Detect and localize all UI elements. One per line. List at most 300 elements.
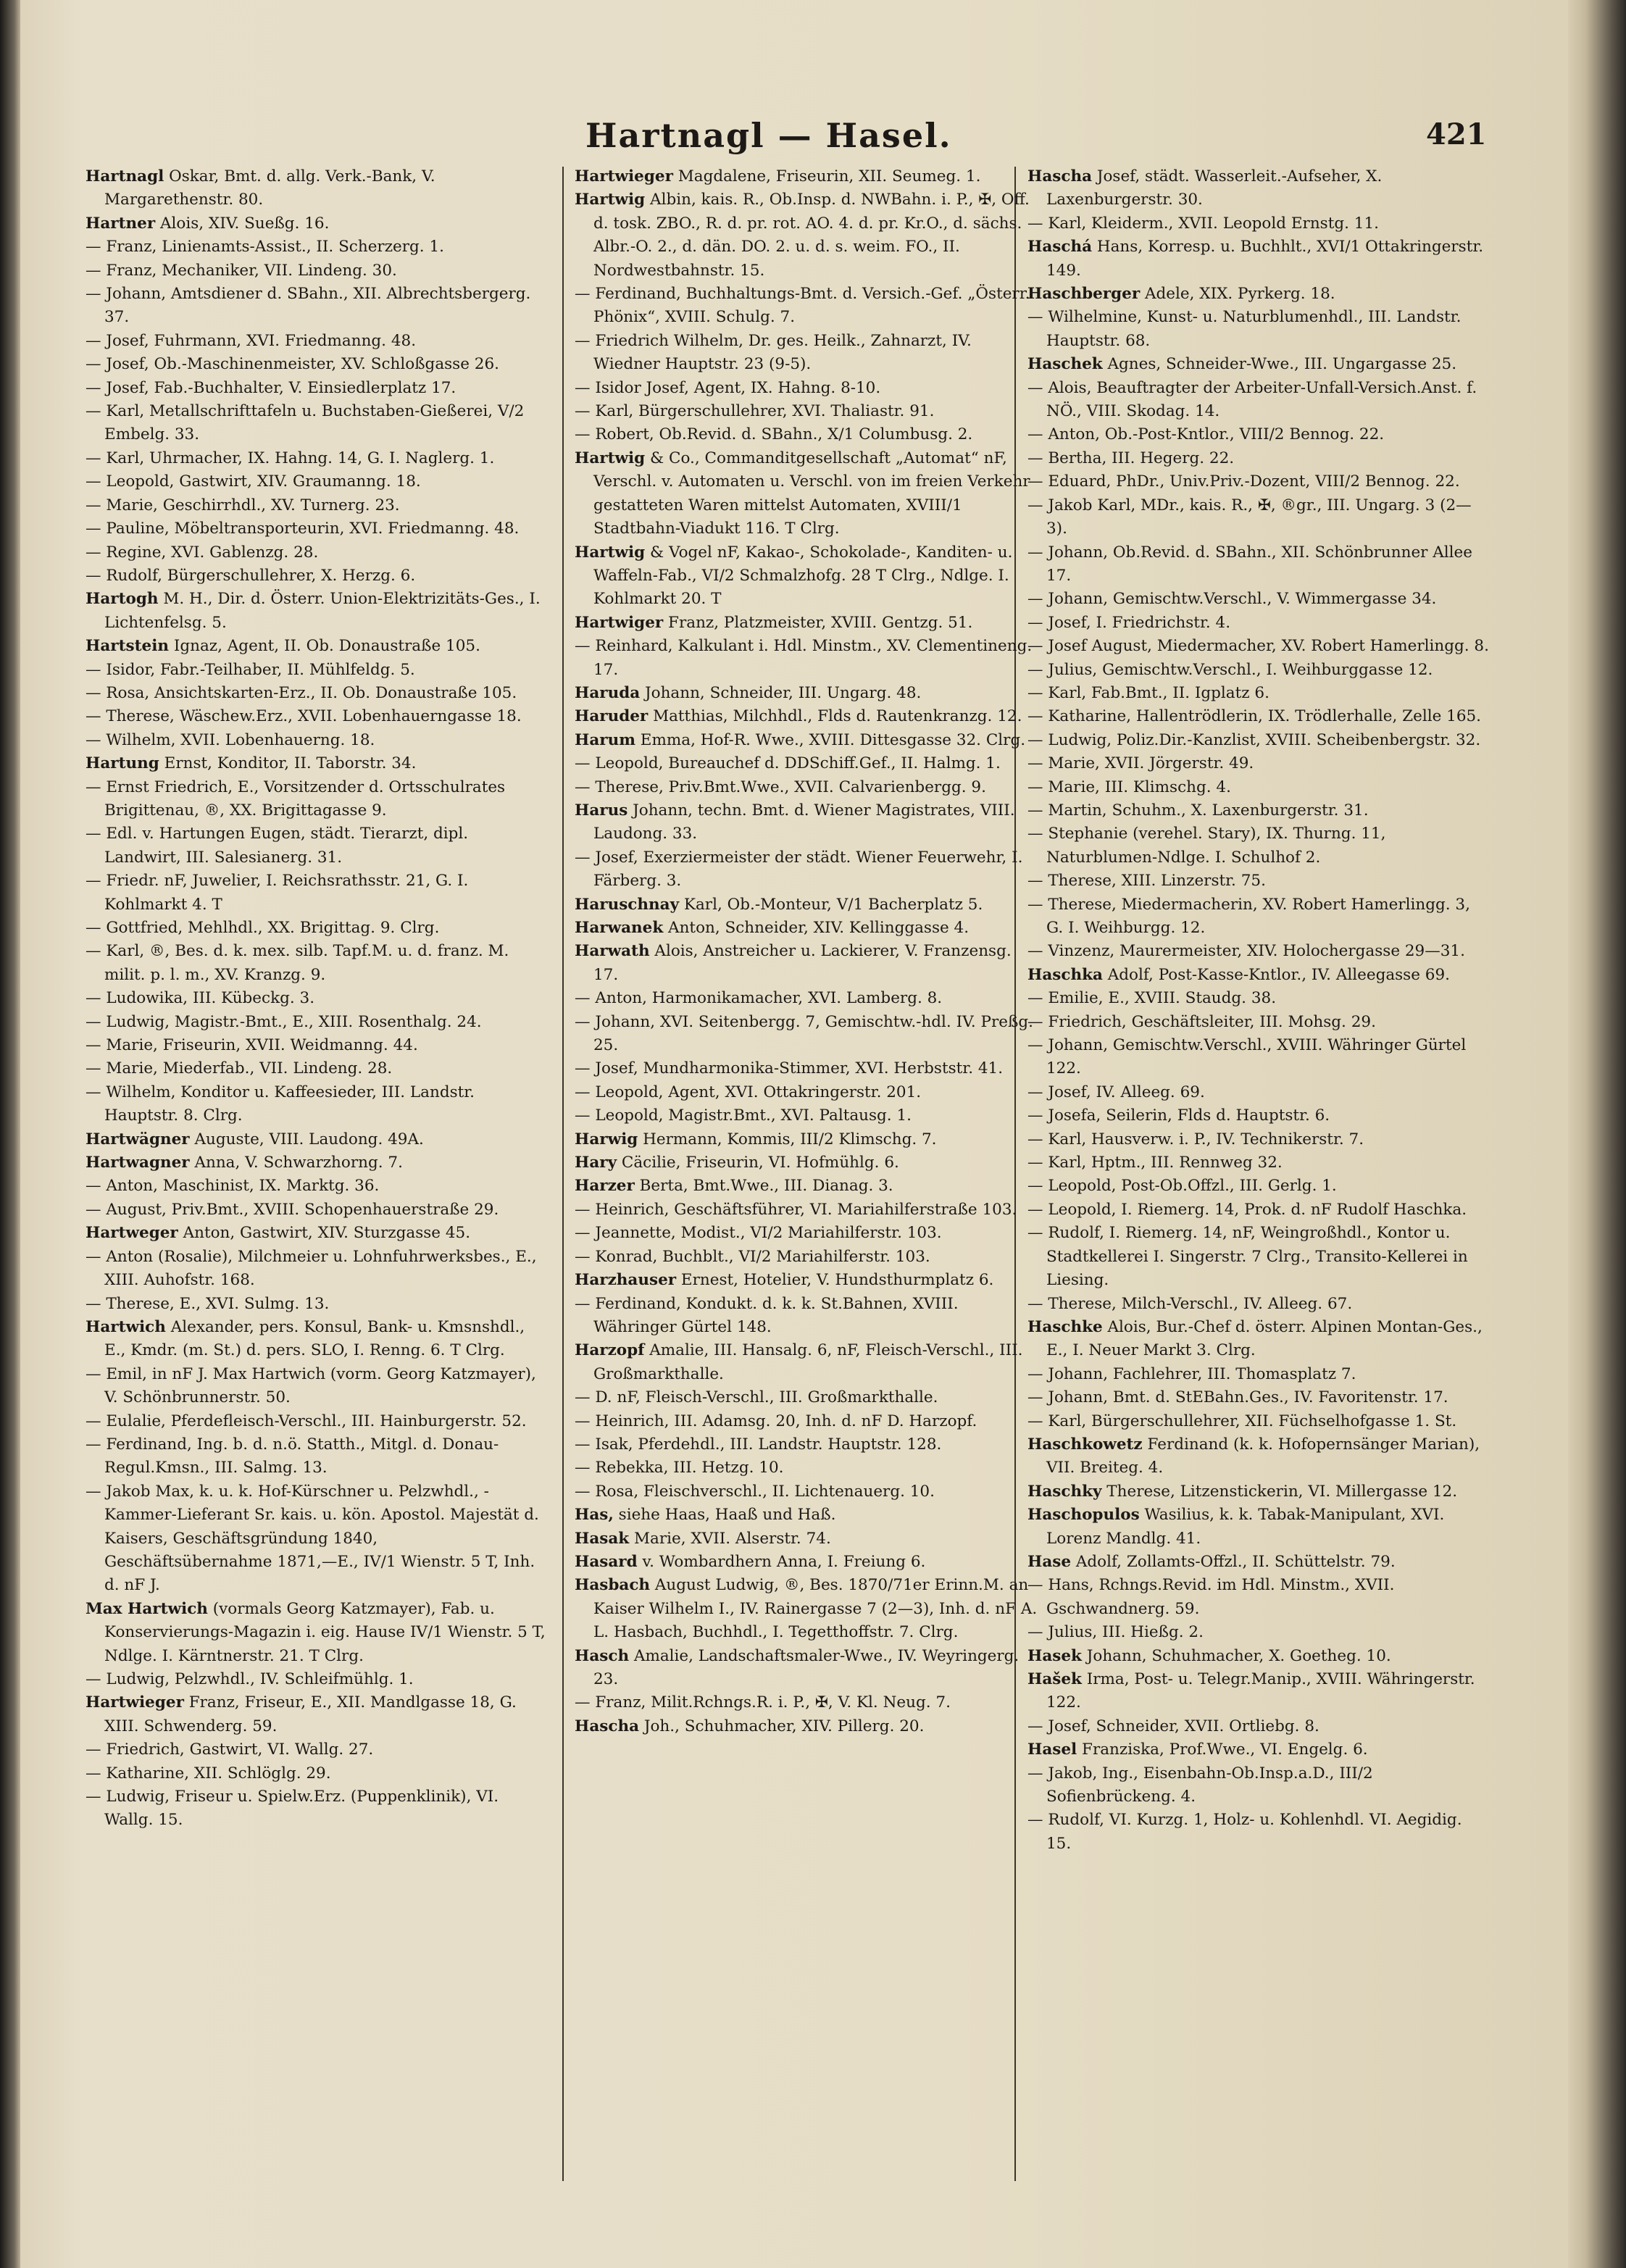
entry-surname: Harum xyxy=(575,730,635,749)
entry-details: — Leopold, Post-Ob.Offzl., III. Gerlg. 1. xyxy=(1027,1177,1337,1196)
entry-surname: Hasak xyxy=(575,1529,630,1548)
directory-entry xyxy=(86,517,549,541)
directory-entry xyxy=(86,776,549,823)
directory-entry xyxy=(1027,1104,1491,1127)
entry-surname: Hary xyxy=(575,1154,617,1172)
entry-details: — Therese, Wäschew.Erz., XVII. Lobenhauerngasse 18. xyxy=(86,707,522,726)
directory-entry xyxy=(575,1198,1038,1222)
entry-details: — Josef August, Miedermacher, XV. Robert Hamerlingg. 8. xyxy=(1027,637,1489,656)
entry-details: v. Wombardhern Anna, I. Freiung 6. xyxy=(637,1552,926,1571)
entry-details: Irma, Post- u. Telegr.Manip., XVIII. Währingerstr. 122. xyxy=(1046,1670,1475,1712)
directory-entry xyxy=(86,729,549,752)
entry-details: — Leopold, Magistr.Bmt., XVI. Paltausg. 1. xyxy=(575,1106,912,1125)
directory-entry xyxy=(1027,940,1491,963)
entry-details: — Regine, XVI. Gablenzg. 28. xyxy=(86,543,319,562)
entry-details: — Marie, III. Klimschg. 4. xyxy=(1027,777,1231,796)
entry-details: — Josef, Schneider, XVII. Ortliebg. 8. xyxy=(1027,1717,1319,1735)
entry-details: — Ludwig, Friseur u. Spielw.Erz. (Puppenklinik), VI. Wallg. 15. xyxy=(86,1788,499,1830)
entry-surname: Hartwieger xyxy=(86,1693,184,1712)
entry-details: — Isak, Pferdehdl., III. Landstr. Hauptstr. 128. xyxy=(575,1435,942,1454)
directory-column-3 xyxy=(1027,165,1491,2194)
directory-entry xyxy=(1027,1410,1491,1433)
entry-surname: Harwig xyxy=(575,1130,638,1148)
entry-details: — Leopold, Bureauchef d. DDSchiff.Gef., II. Halmg. 1. xyxy=(575,754,1001,773)
directory-entry xyxy=(1027,1386,1491,1409)
entry-details: — Karl, Bürgerschullehrer, XVI. Thaliastr. 91. xyxy=(575,402,935,421)
entry-details: — Josefa, Seilerin, Flds d. Hauptstr. 6. xyxy=(1027,1106,1330,1125)
entry-details: Marie, XVII. Alserstr. 74. xyxy=(629,1529,831,1548)
entry-details: Adolf, Zollamts-Offzl., II. Schüttelstr. 79. xyxy=(1071,1552,1396,1571)
directory-entry xyxy=(1027,423,1491,446)
entry-details: — Therese, E., XVI. Sulmg. 13. xyxy=(86,1294,330,1313)
entry-details: Johann, Schuhmacher, X. Goetheg. 10. xyxy=(1081,1646,1391,1665)
entry-surname: Hartwieger xyxy=(575,167,673,185)
directory-entry xyxy=(575,1504,1038,1527)
entry-details: — Jakob, Ing., Eisenbahn-Ob.Insp.a.D., III/2 Sofienbrückeng. 4. xyxy=(1027,1764,1373,1806)
entry-details: Emma, Hof-R. Wwe., XVIII. Dittesgasse 32. Clrg. xyxy=(635,730,1026,749)
directory-entry xyxy=(86,1668,549,1691)
entry-details: — Karl, Kleiderm., XVII. Leopold Ernstg. 11. xyxy=(1027,214,1379,233)
entry-details: — Wilhelmine, Kunst- u. Naturblumenhdl., III. Landstr. Hauptstr. 68. xyxy=(1027,308,1462,350)
directory-entry xyxy=(575,1057,1038,1080)
entry-details: — Ferdinand, Kondukt. d. k. k. St.Bahnen, XVIII. Währinger Gürtel 148. xyxy=(575,1294,959,1336)
directory-entry xyxy=(86,400,549,447)
entry-details: Alexander, pers. Konsul, Bank- u. Kmsnshdl., E., Kmdr. (m. St.) d. pers. SLO, I. Renng. 6. T Clrg. xyxy=(104,1317,525,1360)
directory-entry xyxy=(575,1293,1038,1340)
entry-details: August Ludwig, ®, Bes. 1870/71er Erinn.M. an Kaiser Wilhelm I., IV. Rainergasse 7 (2—3), Inh. d. nF A. L. Hasbach, Buchhdl., I. Tegetthoffstr. 7. Clrg. xyxy=(593,1576,1038,1642)
entry-details: — Isidor, Fabr.-Teilhaber, II. Mühlfeldg. 5. xyxy=(86,660,415,679)
entry-details: — Ernst Friedrich, E., Vorsitzender d. Ortsschulrates Brigittenau, ®, XX. Brigittagasse 9. xyxy=(86,777,506,820)
directory-entry xyxy=(1027,799,1491,822)
directory-entry xyxy=(575,1645,1038,1692)
entry-details: — Franz, Milit.Rchngs.R. i. P., ✠, V. Kl. Neug. 7. xyxy=(575,1693,951,1712)
directory-entry xyxy=(575,330,1038,377)
entry-details: — Heinrich, Geschäftsführer, VI. Mariahilferstraße 103. xyxy=(575,1200,1017,1219)
entry-details: Ernst, Konditor, II. Taborstr. 34. xyxy=(159,754,417,773)
entry-details: — Karl, Uhrmacher, IX. Hahng. 14, G. I. Naglerg. 1. xyxy=(86,449,495,467)
directory-entry xyxy=(1027,306,1491,353)
directory-entry xyxy=(1027,1738,1491,1762)
directory-entry xyxy=(86,1175,549,1198)
directory-entry xyxy=(575,1527,1038,1551)
directory-entry xyxy=(1027,1551,1491,1574)
entry-details: — Franz, Mechaniker, VII. Lindeng. 30. xyxy=(86,261,397,280)
directory-entry xyxy=(1027,1222,1491,1292)
entry-details: — Therese, XIII. Linzerstr. 75. xyxy=(1027,872,1266,891)
directory-entry xyxy=(1027,1504,1491,1551)
entry-details: — Josef, Mundharmonika-Stimmer, XVI. Herbststr. 41. xyxy=(575,1059,1004,1078)
directory-entry xyxy=(1027,729,1491,752)
entry-surname: Hartwägner xyxy=(86,1130,190,1148)
entry-surname: Haschá xyxy=(1027,238,1093,257)
page-number: 421 xyxy=(1426,117,1487,151)
entry-details: — Josef, Fuhrmann, XVI. Friedmanng. 48. xyxy=(86,331,417,350)
entry-details: — Johann, Gemischtw.Verschl., V. Wimmergasse 34. xyxy=(1027,590,1437,609)
directory-entry xyxy=(86,353,549,376)
entry-surname: Hartwagner xyxy=(86,1154,190,1172)
directory-entry xyxy=(1027,682,1491,705)
entry-surname: Hartwiger xyxy=(575,613,664,632)
directory-entry xyxy=(86,377,549,400)
entry-details: — Rosa, Fleischverschl., II. Lichtenauerg. 10. xyxy=(575,1482,935,1501)
directory-entry xyxy=(575,682,1038,705)
entry-details: — Johann, Bmt. d. StEBahn.Ges., IV. Favoritenstr. 17. xyxy=(1027,1388,1448,1407)
entry-surname: Haschkowetz xyxy=(1027,1435,1143,1454)
entry-details: — Julius, Gemischtw.Verschl., I. Weihburggasse 12. xyxy=(1027,660,1433,679)
entry-details: Albin, kais. R., Ob.Insp. d. NWBahn. i. P., ✠, Off. d. tosk. ZBO., R. d. pr. rot. AO. 4. d. pr. Kr.O., d. sächs. Albr.-O. 2., d. dän. DO. 2. u. d. s. weim. FO., II. Nordwestbahnstr. 15. xyxy=(593,191,1030,280)
entry-details: Alois, XIV. Sueßg. 16. xyxy=(155,214,330,233)
directory-entry xyxy=(86,447,549,470)
entry-details: — Reinhard, Kalkulant i. Hdl. Minstm., XV. Clementineng. 17. xyxy=(575,637,1033,679)
entry-details: Adolf, Post-Kasse-Kntlor., IV. Alleegasse 69. xyxy=(1102,965,1450,984)
directory-entry xyxy=(575,776,1038,799)
entry-details: Josef, städt. Wasserleit.-Aufseher, X. Laxenburgerstr. 30. xyxy=(1046,167,1383,209)
entry-surname: Haschky xyxy=(1027,1482,1102,1501)
directory-entry xyxy=(575,1456,1038,1480)
directory-entry xyxy=(1027,1128,1491,1151)
entry-details: Franz, Platzmeister, XVIII. Gentzg. 51. xyxy=(663,613,973,632)
entry-surname: Hartogh xyxy=(86,590,159,609)
directory-entry xyxy=(575,893,1038,917)
entry-details: — Rudolf, Bürgerschullehrer, X. Herzg. 6. xyxy=(86,566,416,585)
entry-details: Anna, V. Schwarzhorng. 7. xyxy=(189,1154,403,1172)
directory-entry xyxy=(86,165,549,212)
directory-entry xyxy=(575,1480,1038,1504)
directory-entry xyxy=(1027,1363,1491,1386)
entry-details: — Josef, Fab.-Buchhalter, V. Einsiedlerplatz 17. xyxy=(86,378,456,397)
entry-details: & Co., Commanditgesellschaft „Automat“ nF, Verschl. v. Automaten u. Verschl. von im freien Verkehr gestatteten Waren mittelst Automaten, XVIII/1 Stadtbahn-Viadukt 116. T Clrg. xyxy=(593,449,1030,538)
directory-entry xyxy=(575,799,1038,846)
entry-details: — Therese, Miedermacherin, XV. Robert Hamerlingg. 3, G. I. Weihburgg. 12. xyxy=(1027,895,1470,937)
directory-page xyxy=(20,0,1568,2268)
entry-details: — Johann, Fachlehrer, III. Thomasplatz 7. xyxy=(1027,1364,1356,1383)
entry-details: — Eduard, PhDr., Univ.Priv.-Dozent, VIII/2 Bennog. 22. xyxy=(1027,472,1460,491)
directory-entry xyxy=(575,1151,1038,1175)
directory-entry xyxy=(1027,659,1491,682)
directory-entry xyxy=(1027,377,1491,424)
directory-entry xyxy=(86,1128,549,1151)
directory-entry xyxy=(1027,893,1491,941)
entry-surname: Hartwig xyxy=(575,191,646,209)
entry-details: — Martin, Schuhm., X. Laxenburgerstr. 31. xyxy=(1027,801,1369,820)
directory-entry xyxy=(575,1128,1038,1151)
entry-details: — Hans, Rchngs.Revid. im Hdl. Minstm., XVII. Gschwandnerg. 59. xyxy=(1027,1576,1395,1618)
directory-entry xyxy=(575,447,1038,541)
directory-entry xyxy=(86,330,549,353)
entry-details: siehe Haas, Haaß und Haß. xyxy=(613,1506,836,1525)
entry-details: — Johann, Amtsdiener d. SBahn., XII. Albrechtsbergerg. 37. xyxy=(86,285,531,327)
entry-details: Anton, Schneider, XIV. Kellinggasse 4. xyxy=(663,919,970,937)
entry-details: — Bertha, III. Hegerg. 22. xyxy=(1027,449,1235,467)
entry-details: — Karl, Metallschrifttafeln u. Buchstaben-Gießerei, V/2 Embelg. 33. xyxy=(86,402,525,444)
directory-entry xyxy=(575,423,1038,446)
directory-entry xyxy=(575,188,1038,283)
directory-entry xyxy=(86,1034,549,1057)
entry-details: — Marie, Miederfab., VII. Lindeng. 28. xyxy=(86,1059,393,1078)
directory-entry xyxy=(86,235,549,259)
directory-entry xyxy=(575,1574,1038,1644)
directory-entry xyxy=(1027,1011,1491,1034)
directory-entry xyxy=(86,1057,549,1080)
directory-entry xyxy=(86,1293,549,1316)
entry-details: — Rebekka, III. Hetzg. 10. xyxy=(575,1459,784,1477)
entry-surname: Max Hartwich xyxy=(86,1599,208,1618)
entry-details: Johann, Schneider, III. Ungarg. 48. xyxy=(640,683,922,702)
entry-details: Magdalene, Friseurin, XII. Seumeg. 1. xyxy=(672,167,981,185)
directory-entry xyxy=(86,682,549,705)
entry-surname: Hartwig xyxy=(575,543,646,562)
entry-details: — Anton, Harmonikamacher, XVI. Lamberg. 8. xyxy=(575,989,943,1008)
directory-entry xyxy=(86,283,549,330)
directory-entry xyxy=(575,729,1038,752)
entry-details: — Robert, Ob.Revid. d. SBahn., X/1 Columbusg. 2. xyxy=(575,425,973,444)
entry-details: Cäcilie, Friseurin, VI. Hofmühlg. 6. xyxy=(617,1154,899,1172)
entry-details: — Johann, XVI. Seitenbergg. 7, Gemischtw.-hdl. IV. Preßg. 25. xyxy=(575,1012,1033,1055)
directory-entry xyxy=(575,1081,1038,1104)
page-title: Hartnagl — Hasel. xyxy=(585,116,952,155)
entry-surname: Harus xyxy=(575,801,628,820)
entry-surname: Haruda xyxy=(575,683,641,702)
directory-entry xyxy=(1027,752,1491,775)
entry-details: — Jakob Karl, MDr., kais. R., ✠, ®gr., III. Ungarg. 3 (2—3). xyxy=(1027,496,1472,538)
directory-entry xyxy=(575,846,1038,893)
entry-details: Alois, Anstreicher u. Lackierer, V. Franzensg. 17. xyxy=(593,942,1012,984)
directory-entry xyxy=(1027,1809,1491,1856)
entry-details: Johann, techn. Bmt. d. Wiener Magistrates, VIII. Laudong. 33. xyxy=(593,801,1015,843)
directory-entry xyxy=(575,165,1038,188)
directory-entry xyxy=(86,1198,549,1222)
directory-entry xyxy=(86,705,549,728)
entry-details: — Heinrich, III. Adamsg. 20, Inh. d. nF D. Harzopf. xyxy=(575,1412,977,1430)
entry-surname: Hase xyxy=(1027,1552,1072,1571)
directory-entry xyxy=(575,635,1038,682)
directory-entry xyxy=(1027,1715,1491,1738)
book-right-edge xyxy=(1568,0,1626,2268)
directory-entry xyxy=(86,1151,549,1175)
entry-details: — Ludwig, Pelzwhdl., IV. Schleifmühlg. 1. xyxy=(86,1670,414,1688)
entry-surname: Haschke xyxy=(1027,1317,1103,1336)
entry-surname: Hasard xyxy=(575,1552,638,1571)
entry-surname: Hasel xyxy=(1027,1740,1077,1759)
entry-details: — Friedrich Wilhelm, Dr. ges. Heilk., Zahnarzt, IV. Wiedner Hauptstr. 23 (9-5). xyxy=(575,331,972,374)
entry-details: Therese, Litzenstickerin, VI. Millergasse 12. xyxy=(1101,1482,1458,1501)
entry-details: (vormals Georg Katzmayer), Fab. u. Konservierungs-Magazin i. eig. Hause IV/1 Wienstr. 5 T, Ndlge. I. Kärntnerstr. 21. T Clrg. xyxy=(104,1599,546,1665)
entry-details: — Wilhelm, XVII. Lobenhauerng. 18. xyxy=(86,730,375,749)
directory-entry xyxy=(86,1316,549,1363)
entry-details: — Emil, in nF J. Max Hartwich (vorm. Georg Katzmayer), V. Schönbrunnerstr. 50. xyxy=(86,1364,536,1407)
entry-surname: Harzhauser xyxy=(575,1271,677,1290)
directory-entry xyxy=(86,541,549,564)
entry-surname: Has, xyxy=(575,1506,614,1525)
directory-entry xyxy=(86,259,549,283)
entry-details: — Karl, Hptm., III. Rennweg 32. xyxy=(1027,1154,1283,1172)
entry-details: Hermann, Kommis, III/2 Klimschg. 7. xyxy=(638,1130,937,1148)
directory-entry xyxy=(575,940,1038,987)
book-left-edge xyxy=(0,0,20,2268)
directory-entry xyxy=(575,1715,1038,1738)
entry-details: — Ludowika, III. Kübeckg. 3. xyxy=(86,989,315,1008)
entry-surname: Hartnagl xyxy=(86,167,164,185)
entry-details: — Therese, Milch-Verschl., IV. Alleeg. 67. xyxy=(1027,1294,1353,1313)
entry-surname: Hasek xyxy=(1027,1646,1082,1665)
entry-details: — Karl, Hausverw. i. P., IV. Technikerstr. 7. xyxy=(1027,1130,1364,1148)
entry-details: Anton, Gastwirt, XIV. Sturzgasse 45. xyxy=(178,1224,471,1243)
entry-details: — Katharine, XII. Schlöglg. 29. xyxy=(86,1764,331,1783)
entry-details: Franziska, Prof.Wwe., VI. Engelg. 6. xyxy=(1077,1740,1368,1759)
entry-details: — Ludwig, Magistr.-Bmt., E., XIII. Rosenthalg. 24. xyxy=(86,1012,482,1031)
directory-entry xyxy=(86,588,549,635)
entry-details: — Vinzenz, Maurermeister, XIV. Holochergasse 29—31. xyxy=(1027,942,1465,961)
directory-entry xyxy=(1027,705,1491,728)
directory-entry xyxy=(575,1269,1038,1292)
entry-details: — Rudolf, VI. Kurzg. 1, Holz- u. Kohlenhdl. VI. Aegidig. 15. xyxy=(1027,1811,1462,1853)
entry-surname: Haschberger xyxy=(1027,285,1141,304)
entry-details: — Rudolf, I. Riemerg. 14, nF, Weingroßhdl., Kontor u. Stadtkellerei I. Singerstr. 7 Clrg., Transito-Kellerei in Liesing. xyxy=(1027,1224,1468,1290)
directory-entry xyxy=(575,917,1038,940)
entry-surname: Haschopulos xyxy=(1027,1506,1140,1525)
directory-entry xyxy=(86,1691,549,1738)
entry-details: Hans, Korresp. u. Buchhlt., XVI/1 Ottakringerstr. 149. xyxy=(1046,238,1484,280)
entry-details: — Karl, Fab.Bmt., II. Igplatz 6. xyxy=(1027,683,1269,702)
directory-entry xyxy=(1027,470,1491,493)
directory-entry xyxy=(1027,165,1491,212)
directory-entry xyxy=(575,377,1038,400)
entry-details: Franz, Friseur, E., XII. Mandlgasse 18, G. XIII. Schwenderg. 59. xyxy=(104,1693,517,1735)
entry-details: — Marie, Friseurin, XVII. Weidmanng. 44. xyxy=(86,1036,418,1055)
entry-details: — Karl, Bürgerschullehrer, XII. Füchselhofgasse 1. St. xyxy=(1027,1412,1457,1430)
entry-details: — Karl, ®, Bes. d. k. mex. silb. Tapf.M. u. d. franz. M. milit. p. l. m., XV. Kranzg. 9. xyxy=(86,942,509,984)
directory-entry xyxy=(1027,1175,1491,1198)
entry-surname: Hartwig xyxy=(575,449,646,467)
directory-entry xyxy=(86,470,549,493)
entry-details: — Friedrich, Geschäftsleiter, III. Mohsg. 29. xyxy=(1027,1012,1376,1031)
entry-details: — Emilie, E., XVIII. Staudg. 38. xyxy=(1027,989,1277,1008)
directory-entry xyxy=(1027,1293,1491,1316)
directory-entry xyxy=(1027,1480,1491,1504)
entry-surname: Hasbach xyxy=(575,1576,651,1595)
entry-details: — Isidor Josef, Agent, IX. Hahng. 8-10. xyxy=(575,378,881,397)
directory-entry xyxy=(86,917,549,940)
entry-details: Berta, Bmt.Wwe., III. Dianag. 3. xyxy=(634,1177,893,1196)
directory-entry xyxy=(1027,235,1491,283)
entry-details: — Leopold, Agent, XVI. Ottakringerstr. 201. xyxy=(575,1083,922,1101)
entry-details: — Jakob Max, k. u. k. Hof-Kürschner u. Pelzwhdl., -Kammer-Lieferant Sr. kais. u. kön. Apostol. Majestät d. Kaisers, Geschäftsgründung 1840, Geschäftsübernahme 1871,—E., IV/1 Wienstr. 5 T, Inh. d. nF J. xyxy=(86,1482,539,1595)
entry-details: Auguste, VIII. Laudong. 49A. xyxy=(189,1130,424,1148)
entry-surname: Haschka xyxy=(1027,965,1103,984)
directory-column-1 xyxy=(86,165,549,2194)
entry-details: — Katharine, Hallentrödlerin, IX. Trödlerhalle, Zelle 165. xyxy=(1027,707,1482,726)
directory-entry xyxy=(1027,1316,1491,1363)
entry-details: Adele, XIX. Pyrkerg. 18. xyxy=(1140,285,1335,304)
entry-details: — Ludwig, Poliz.Dir.-Kanzlist, XVIII. Scheibenbergstr. 32. xyxy=(1027,730,1481,749)
directory-entry xyxy=(1027,964,1491,987)
entry-details: — Marie, Geschirrhdl., XV. Turnerg. 23. xyxy=(86,496,400,514)
directory-entry xyxy=(86,1363,549,1410)
directory-entry xyxy=(575,987,1038,1010)
directory-entry xyxy=(575,1386,1038,1409)
entry-details: — Rosa, Ansichtskarten-Erz., II. Ob. Donaustraße 105. xyxy=(86,683,517,702)
directory-entry xyxy=(86,940,549,987)
directory-entry xyxy=(1027,1034,1491,1081)
entry-details: M. H., Dir. d. Österr. Union-Elektrizitäts-Ges., I. Lichtenfelsg. 5. xyxy=(104,590,541,632)
entry-details: Amalie, III. Hansalg. 6, nF, Fleisch-Verschl., III. Großmarkthalle. xyxy=(593,1341,1023,1383)
directory-entry xyxy=(575,283,1038,330)
entry-details: — Anton, Ob.-Post-Kntlor., VIII/2 Bennog. 22. xyxy=(1027,425,1385,444)
directory-entry xyxy=(86,752,549,775)
entry-details: Ernest, Hotelier, V. Hundsthurmplatz 6. xyxy=(676,1271,994,1290)
directory-entry xyxy=(1027,635,1491,658)
directory-entry xyxy=(86,212,549,235)
entry-details: Amalie, Landschaftsmaler-Wwe., IV. Weyringerg. 23. xyxy=(593,1646,1020,1688)
directory-entry xyxy=(1027,822,1491,870)
entry-details: — Julius, III. Hießg. 2. xyxy=(1027,1623,1204,1642)
directory-entry xyxy=(575,1011,1038,1058)
directory-entry xyxy=(1027,870,1491,893)
directory-entry xyxy=(575,1246,1038,1269)
entry-details: — Anton, Maschinist, IX. Marktg. 36. xyxy=(86,1177,380,1196)
directory-entry xyxy=(86,1738,549,1762)
directory-entry xyxy=(575,1104,1038,1127)
entry-surname: Harzer xyxy=(575,1177,635,1196)
directory-entry xyxy=(86,564,549,588)
directory-entry xyxy=(575,400,1038,423)
directory-entry xyxy=(1027,588,1491,611)
directory-column-2 xyxy=(575,165,1038,2194)
directory-entry xyxy=(575,752,1038,775)
entry-details: — Josef, IV. Alleeg. 69. xyxy=(1027,1083,1205,1101)
entry-surname: Hašek xyxy=(1027,1670,1082,1688)
entry-surname: Hasch xyxy=(575,1646,630,1665)
directory-entry xyxy=(86,1762,549,1785)
entry-details: — D. nF, Fleisch-Verschl., III. Großmarkthalle. xyxy=(575,1388,938,1407)
directory-entry xyxy=(1027,776,1491,799)
directory-entry xyxy=(575,1222,1038,1245)
entry-details: — Josef, Ob.-Maschinenmeister, XV. Schloßgasse 26. xyxy=(86,355,499,374)
entry-details: — Jeannette, Modist., VI/2 Mariahilferstr. 103. xyxy=(575,1224,942,1243)
column-divider xyxy=(562,167,564,2181)
directory-entry xyxy=(86,1433,549,1480)
entry-details: — Edl. v. Hartungen Eugen, städt. Tierarzt, dipl. Landwirt, III. Salesianerg. 31. xyxy=(86,825,469,867)
directory-entry xyxy=(1027,494,1491,541)
entry-surname: Hartweger xyxy=(86,1224,178,1243)
entry-details: — Johann, Ob.Revid. d. SBahn., XII. Schönbrunner Allee 17. xyxy=(1027,543,1472,585)
entry-details: — Marie, XVII. Jörgerstr. 49. xyxy=(1027,754,1254,773)
page-header xyxy=(20,109,1568,167)
directory-entry xyxy=(86,987,549,1010)
entry-details: — Josef, Exerziermeister der städt. Wiener Feuerwehr, I. Färberg. 3. xyxy=(575,848,1023,891)
entry-details: — Therese, Priv.Bmt.Wwe., XVII. Calvarienbergg. 9. xyxy=(575,777,986,796)
entry-details: — Johann, Gemischtw.Verschl., XVIII. Währinger Gürtel 122. xyxy=(1027,1036,1467,1078)
directory-entry xyxy=(575,1175,1038,1198)
entry-surname: Hartner xyxy=(86,214,156,233)
entry-surname: Harwath xyxy=(575,942,650,961)
directory-entry xyxy=(575,1551,1038,1574)
entry-details: Ferdinand (k. k. Hofopernsänger Marian), VII. Breiteg. 4. xyxy=(1046,1435,1480,1477)
directory-entry xyxy=(1027,353,1491,376)
entry-details: — August, Priv.Bmt., XVIII. Schopenhauerstraße 29. xyxy=(86,1200,499,1219)
directory-entry xyxy=(86,494,549,517)
directory-entry xyxy=(575,1339,1038,1386)
entry-details: Agnes, Schneider-Wwe., III. Ungargasse 25. xyxy=(1102,355,1457,374)
directory-entry xyxy=(1027,541,1491,588)
directory-entry xyxy=(86,659,549,682)
entry-details: — Josef, I. Friedrichstr. 4. xyxy=(1027,613,1231,632)
directory-entry xyxy=(1027,1574,1491,1621)
directory-entry xyxy=(575,1433,1038,1456)
entry-details: Ignaz, Agent, II. Ob. Donaustraße 105. xyxy=(169,637,480,656)
entry-surname: Hascha xyxy=(1027,167,1093,185)
entry-surname: Harwanek xyxy=(575,919,664,937)
